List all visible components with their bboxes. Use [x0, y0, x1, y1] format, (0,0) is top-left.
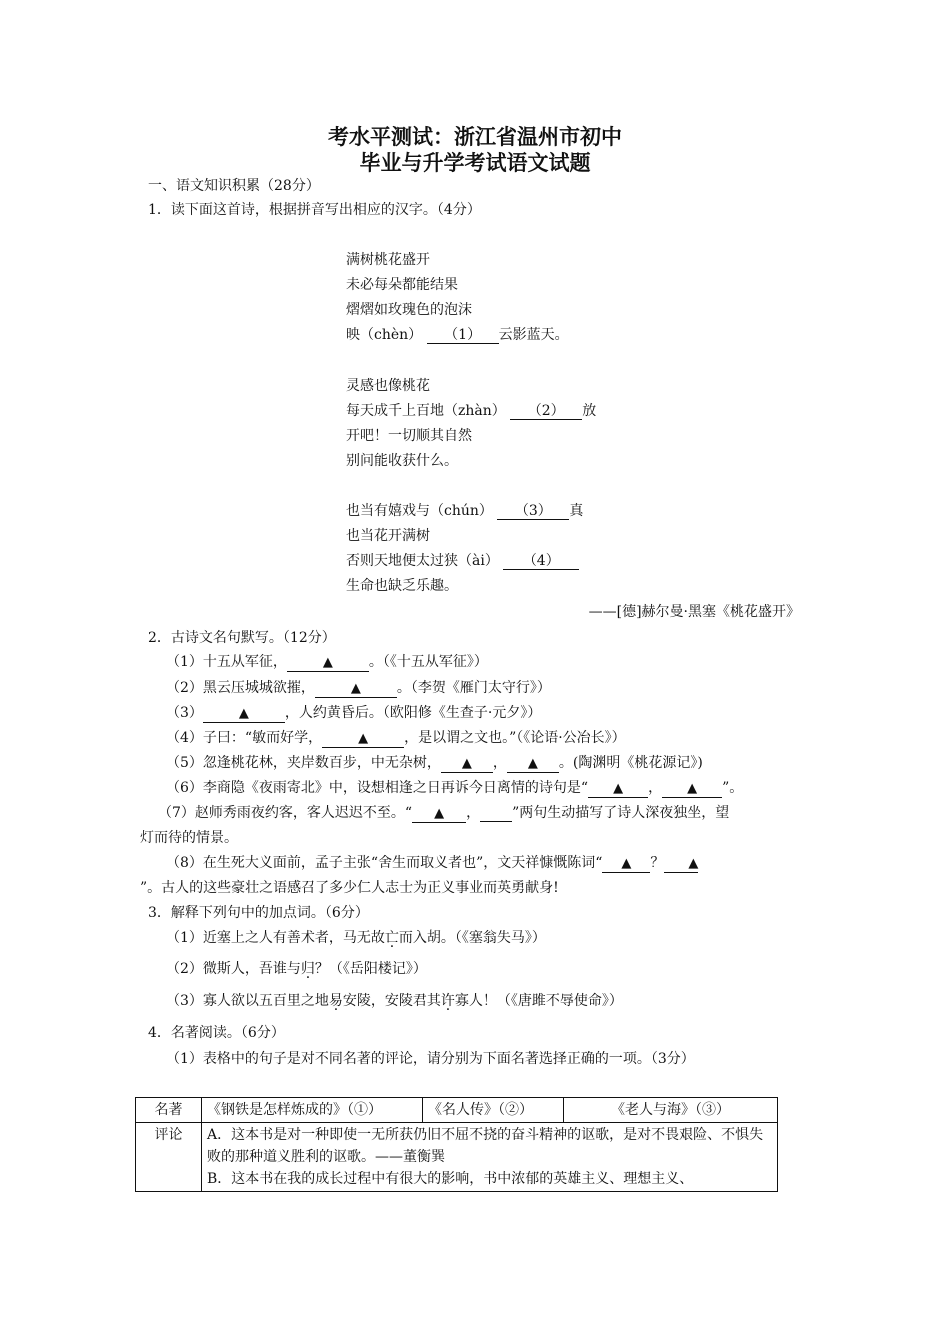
poem-line: 熠熠如玫瑰色的泡沫 [346, 302, 472, 318]
table-row [136, 1098, 778, 1123]
q3-item-1 [166, 928, 546, 948]
item-text: ， [492, 755, 507, 771]
item-text: ， [466, 805, 481, 821]
poem-line: 别问能收获什么。 [346, 453, 458, 469]
dotted-word: 易 [328, 993, 343, 1009]
item-text: （2）黑云压城城欲摧， [166, 680, 315, 696]
answer-blank[interactable] [480, 805, 512, 822]
poem-text: 真 [569, 503, 584, 519]
answer-blank-4[interactable]: （4） [503, 553, 579, 570]
comment-a: A．这本书是对一种即使一无所获仍旧不屈不挠的奋斗精神的讴歌，是对不畏艰险、不惧失败的那种道义胜利的讴歌。——董衡巽 [207, 1127, 764, 1165]
table-cell-book: 《钢铁是怎样炼成的》（①） [202, 1098, 423, 1123]
exam-title-line2: 毕业与升学考试语文试题 [359, 150, 591, 175]
q2-item-8 [166, 853, 698, 873]
q4-stem: 4．名著阅读。（6分） [148, 1025, 285, 1041]
dotted-word: 亡 [384, 930, 399, 946]
item-text: ？（《岳阳楼记》） [314, 961, 427, 977]
poem-text: 否则天地便太过狭（ài） [346, 553, 499, 569]
poem-line: 满树桃花盛开 [346, 252, 430, 268]
exam-title-line1: 考水平测试：浙江省温州市初中 [328, 124, 622, 149]
item-text: （1）十五从军征， [166, 654, 287, 670]
answer-blank[interactable]: ▲ [287, 655, 369, 672]
answer-blank[interactable]: ▲ [602, 856, 650, 873]
table-row [136, 1123, 778, 1192]
poem-text: 云影蓝天。 [498, 327, 569, 343]
answer-blank[interactable]: ▲ [203, 706, 285, 723]
q2-item-2 [166, 678, 551, 698]
comment-b: B．这本书在我的成长过程中有很大的影响，书中浓郁的英雄主义、理想主义、 [207, 1171, 694, 1187]
q1-stem: 1．读下面这首诗，根据拼音写出相应的汉字。（4分） [148, 202, 481, 218]
poem-line-blank-3 [346, 501, 583, 521]
item-text: （7）赵师秀雨夜约客，客人迟迟不至。“ [158, 805, 413, 821]
answer-blank[interactable]: ▲ [412, 806, 466, 823]
item-text: 安陵，安陵君其 [342, 993, 441, 1009]
poem-line: 未必每朵都能结果 [346, 277, 458, 293]
answer-blank[interactable]: ▲ [664, 856, 698, 873]
item-text: （3）寡人欲以五百里之地 [166, 993, 329, 1009]
table-cell-comments [202, 1123, 778, 1192]
poem-attribution: ——[德]赫尔曼·黑塞《桃花盛开》 [588, 604, 800, 620]
item-text: ”。 [722, 780, 744, 796]
item-text: ，是以谓之文也。”（《论语·公冶长》） [404, 730, 626, 746]
item-text: （1）近塞上之人有善术者，马无故 [166, 930, 385, 946]
q2-item-5 [166, 753, 703, 773]
poem-line-blank-1 [346, 325, 569, 345]
item-text: （5）忽逢桃花林，夹岸数百步，中无杂树， [166, 755, 441, 771]
table-cell-book: 《名人传》（②） [423, 1098, 564, 1123]
works-table [135, 1097, 778, 1192]
poem-line: 也当花开满树 [346, 528, 430, 544]
q2-item-8-cont: ”。古人的这些豪壮之语感召了多少仁人志士为正义事业而英勇献身! [140, 880, 559, 896]
answer-blank[interactable]: ▲ [662, 781, 722, 798]
poem-text: 映（chèn） [346, 327, 423, 343]
item-text: 寡人！（《唐雎不辱使命》） [454, 993, 623, 1009]
item-text: （3） [166, 705, 203, 721]
q3-stem: 3．解释下列句中的加点词。（6分） [148, 905, 369, 921]
poem-line: 开吧！一切顺其自然 [346, 428, 472, 444]
item-text: 而入胡。（《塞翁失马》） [398, 930, 546, 946]
item-text: （6）李商隐《夜雨寄北》中，设想相逢之日再诉今日离情的诗句是“ [166, 780, 589, 796]
q2-item-3 [166, 703, 541, 723]
answer-blank[interactable]: ▲ [441, 756, 493, 773]
q3-item-3 [166, 991, 623, 1011]
item-text: 。（《十五从军征》） [368, 654, 488, 670]
answer-blank[interactable]: ▲ [322, 731, 404, 748]
q2-item-4 [166, 728, 626, 748]
answer-blank[interactable]: ▲ [315, 681, 397, 698]
dotted-word: 归 [300, 961, 315, 977]
poem-text: 每天成千上百地（zhàn） [346, 403, 506, 419]
item-text: ，人约黄昏后。（欧阳修《生查子·元夕》） [284, 705, 542, 721]
table-header-comment: 评论 [136, 1123, 202, 1192]
item-text: （4）子曰：“敏而好学， [166, 730, 323, 746]
q2-item-7 [158, 803, 729, 823]
answer-blank-2[interactable]: （2） [510, 403, 582, 420]
poem-text: 放 [582, 403, 597, 419]
poem-line-blank-4 [346, 551, 579, 571]
item-text: ？ [650, 855, 665, 871]
answer-blank[interactable]: ▲ [588, 781, 648, 798]
poem-line: 生命也缺乏乐趣。 [346, 578, 458, 594]
item-text: （8）在生死大义面前，孟子主张“舍生而取义者也”，文天祥慷慨陈词“ [166, 855, 603, 871]
item-text: ”两句生动描写了诗人深夜独坐，望 [512, 805, 730, 821]
table-header-name: 名著 [136, 1098, 202, 1123]
q2-item-6 [166, 778, 743, 798]
table-cell-book: 《老人与海》（③） [564, 1098, 778, 1123]
answer-blank-1[interactable]: （1） [427, 327, 499, 344]
poem-line-blank-2 [346, 401, 596, 421]
q2-item-1 [166, 652, 488, 672]
poem-text: 也当有嬉戏与（chún） [346, 503, 493, 519]
q3-item-2 [166, 959, 427, 979]
item-text: ， [648, 780, 663, 796]
item-text: 。(陶渊明《桃花源记》) [558, 755, 703, 771]
q2-item-7-cont: 灯而待的情景。 [140, 830, 238, 846]
poem-line: 灵感也像桃花 [346, 378, 430, 394]
answer-blank-3[interactable]: （3） [497, 503, 569, 520]
dotted-word: 许 [440, 993, 455, 1009]
item-text: （2）微斯人，吾谁与 [166, 961, 301, 977]
answer-blank[interactable]: ▲ [507, 756, 559, 773]
q2-stem: 2．古诗文名句默写。（12分） [148, 630, 336, 646]
section-heading: 一、语文知识积累（28分） [148, 178, 320, 194]
q4-sub1: （1）表格中的句子是对不同名著的评论，请分别为下面名著选择正确的一项。（3分） [166, 1051, 695, 1067]
item-text: 。（李贺《雁门太守行》） [396, 680, 551, 696]
